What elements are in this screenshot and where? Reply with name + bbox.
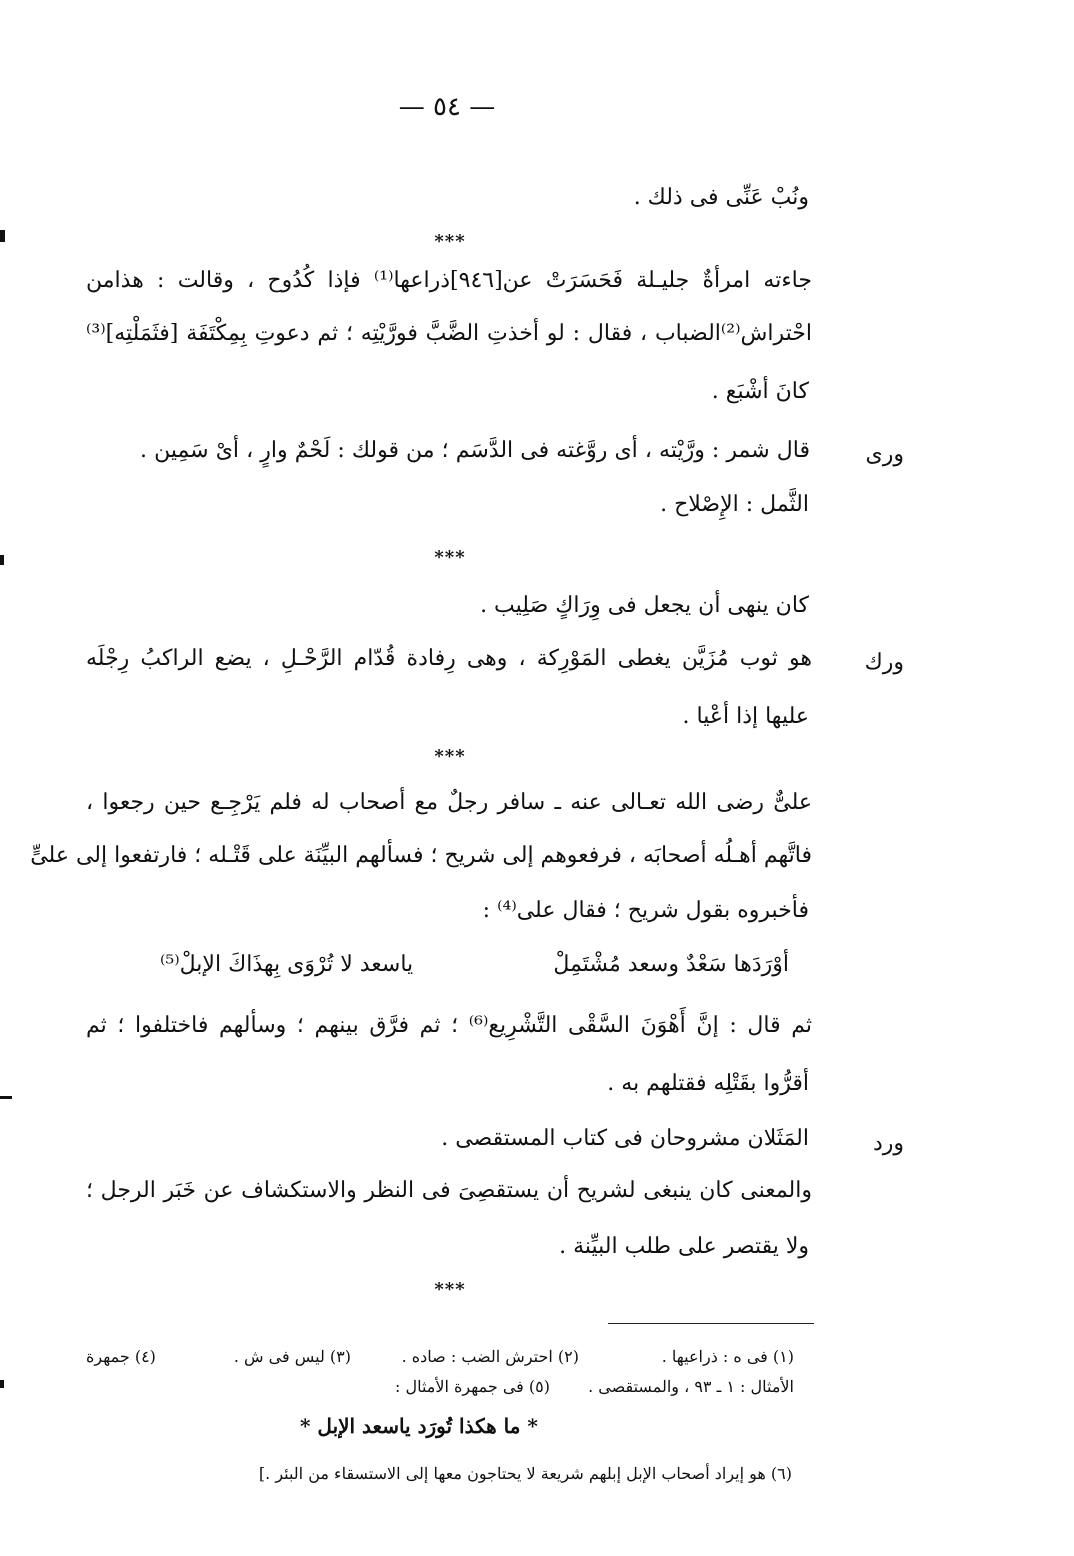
footnote-1: (١) فى ه : ذراعيها .: [661, 1347, 794, 1366]
text-line: والمعنى كان ينبغى لشريح أن يستقصِىَ فى النظر والاستكشاف عن خَبَر الرجل ؛: [86, 1178, 812, 1203]
section-separator: ***: [434, 746, 466, 767]
text-line: ثم قال : إنَّ أَهْوَنَ السَّقْى التَّشْرِيع⁽⁶⁾ ؛ ثم فرَّق بينهم ؛ وسألهم فاختلفوا ؛ ثم: [86, 1013, 812, 1038]
text-line: كان ينهى أن يجعل فى وِرَاكٍ صَلِيب .: [480, 593, 809, 618]
page-number: — ٥٤ —: [398, 92, 496, 122]
scan-edge-mark: [0, 230, 5, 242]
verse-hemistich-2: ياسعد لا تُرْوَى بِهذَاكَ الإبلْ⁽⁵⁾: [160, 952, 414, 977]
root-word-margin: ورى: [865, 442, 904, 467]
footnote-5: (٥) فى جمهرة الأمثال :: [395, 1377, 550, 1396]
text-line: احْتراش⁽²⁾الضباب ، فقال : لو أخذتِ الضَّبَّ فورَّيْتِه ؛ ثم دعوتِ بِمِكْتَفَة [فثَمَلْتِه]⁽³⁾: [86, 321, 812, 346]
text-line: المَثَلان مشروحان فى كتاب المستقصى .: [441, 1126, 809, 1151]
footnote-4: (٤) جمهرة: [86, 1347, 156, 1366]
text-line: جاءته امرأةٌ جليـلة فَحَسَرَتْ عن[٩٤٦]ذراعها⁽¹⁾ فإذا كُدُوح ، وقالت : هذامن: [86, 268, 812, 293]
text-line: ولا يقتصر على طلب البيِّنة .: [559, 1234, 809, 1259]
section-separator: ***: [434, 1279, 466, 1300]
footnote-2: (٢) احترش الضب : صاده .: [401, 1347, 579, 1366]
root-word-margin: ورد: [872, 1131, 904, 1156]
text-line: ونُبْ عَنِّى فى ذلك .: [633, 185, 809, 210]
scan-edge-mark: [0, 1096, 12, 1099]
text-line: أقرُّوا بقَتْلِه فقتلهم به .: [607, 1071, 809, 1096]
footnote-5-verse: * ما هكذا تُورَد ياسعد الإبل *: [300, 1414, 538, 1438]
text-line: هو ثوب مُزَيَّن يغطى المَوْرِكة ، وهى رِفادة قُدّام الرَّحْـلِ ، يضع الراكبُ رِجْلَه: [86, 646, 812, 671]
footnote-rule: [608, 1323, 814, 1324]
text-line: كانَ أشْبَع .: [711, 379, 809, 404]
text-line: علىٌّ رضى الله تعـالى عنه ـ سافر رجلٌ مع أصحاب له فلم يَرْجِـع حين رجعوا ،: [86, 790, 812, 815]
scan-edge-mark: [0, 555, 4, 565]
verse-hemistich-1: أوْرَدَها سَعْدٌ وسعد مُشْتَمِلْ: [553, 952, 789, 977]
text-line: عليها إذا أعْيا .: [682, 704, 809, 729]
footnote-4-continued: الأمثال : ١ ـ ٩٣ ، والمستقصى .: [588, 1377, 794, 1396]
text-line: فاتَّهم أهـلُه أصحابَه ، فرفعوهم إلى شريح ؛ فسألهم البيِّنَة على قَتْـله ؛ فارتفعوا إلى علىٍّ: [30, 843, 812, 868]
text-line: قال شمر : ورَّيْته ، أى روَّغته فى الدَّسَم ؛ من قولك : لَحْمٌ وارٍ ، أىْ سَمِين .: [140, 438, 810, 463]
footnote-6: (٦) هو إيراد أصحاب الإبل إبلهم شريعة لا يحتاجون معها إلى الاستسقاء من البئر .]: [258, 1464, 792, 1483]
root-word-margin: ورك: [864, 650, 904, 675]
text-line: فأخبروه بقول شريح ؛ فقال على⁽⁴⁾ :: [482, 898, 809, 923]
section-separator: ***: [434, 231, 466, 252]
footnote-3: (٣) ليس فى ش .: [233, 1347, 351, 1366]
text-line: الثَّمل : الإِصْلاح .: [660, 492, 809, 517]
scan-edge-mark: [0, 1380, 4, 1388]
section-separator: ***: [434, 547, 466, 568]
